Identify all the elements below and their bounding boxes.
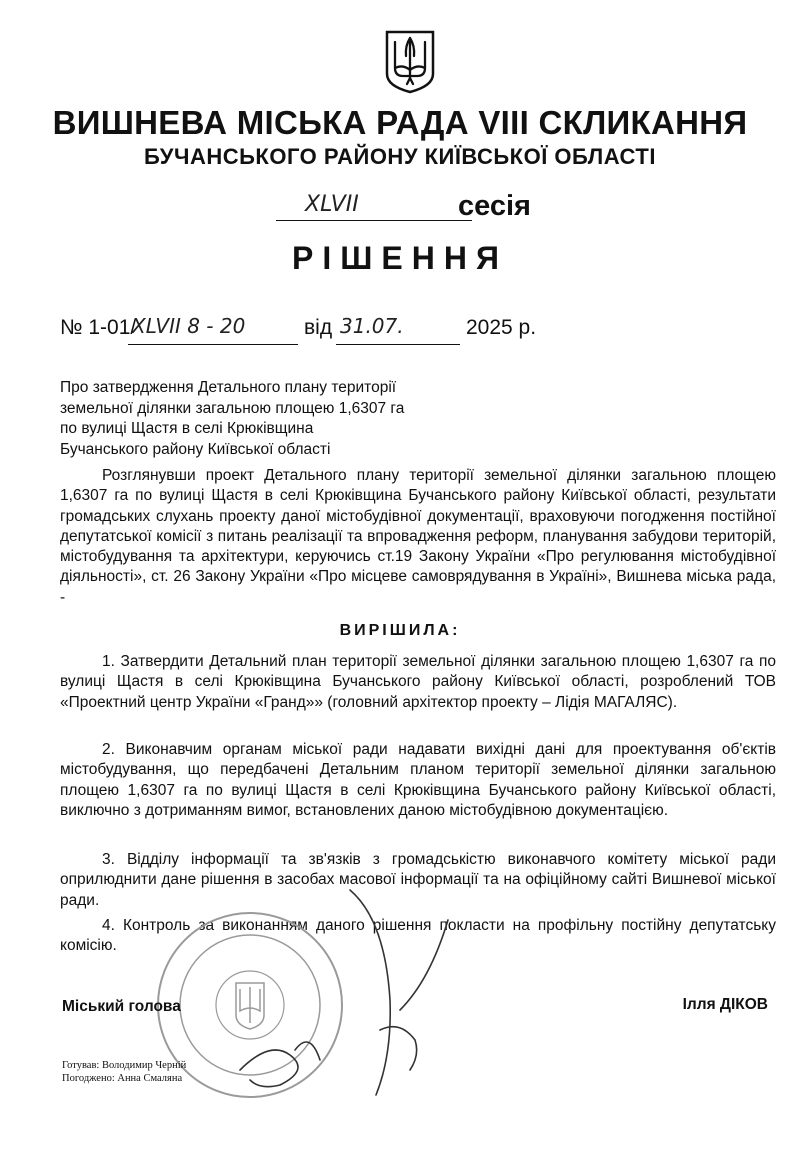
from-label: від (304, 316, 333, 339)
decision-item-1 (60, 652, 776, 713)
subject-line: по вулиці Щастя в селі Крюківщина (60, 420, 314, 437)
subject-block (60, 378, 404, 460)
preamble-text: Розглянувши проект Детального плану території земельної ділянки загальною площею 1,6307 га по вулиці Щастя в селі Крюківщина Бучанського району Київської області, результати громадських слухань проекту даної містобудівної документації, враховуючи погодження постійної депутатської комісії з питань реалізації та впровадження реформ, планування забудови територій, містобудування та архітектури, керуючись ст.19 Закону України «Про регулювання містобудівної діяльності», ст. 26 Закону України «Про місцеве самоврядування в Україні», Вишнева міська рада, - (60, 467, 776, 606)
agreed-by: Погоджено: Анна Смаляна (62, 1073, 183, 1084)
item-text: 3. Відділу інформації та зв'язків з громадськістю виконавчого комітету міської ради оприлюднити дане рішення в засобах масової інформації та на офіційному сайті Вишневої міської ради. (60, 851, 776, 909)
subject-line: Бучанського району Київської області (60, 440, 331, 458)
council-title: ВИШНЕВА МІСЬКА РАДА VIII СКЛИКАННЯ (52, 104, 748, 141)
item-text: 2. Виконавчим органам міської ради надавати вихідні дані для проектування об'єктів містобудування, що передбачені Детальним планом території земельної ділянки загальною площею 1,6307 га по вулиці Щастя в селі Крюківщина Бучанського району Київської області, виключно з дотриманням вимог, встановлених даною містобудівною документацією. (60, 741, 776, 819)
decision-item-2 (60, 740, 776, 821)
item-text: 1. Затвердити Детальний план території земельної ділянки загальною площею 1,6307 га по вулиці Щастя в селі Крюківщина Бучанського району Київської області, розроблений ТОВ «Проектний центр України «Гранд»» (головний архітектор проекту – Лідія МАГАЛЯС). (60, 653, 776, 711)
year-label: 2025 р. (466, 316, 537, 339)
session-label: сесія (458, 190, 531, 222)
subject-line: Про затвердження Детального плану території (60, 379, 397, 396)
preamble (60, 466, 776, 608)
number-prefix: № 1-01/ (60, 316, 137, 339)
district-title: БУЧАНСЬКОГО РАЙОНУ КИЇВСЬКОЇ ОБЛАСТІ (144, 144, 656, 169)
document-type-heading: РІШЕННЯ (292, 240, 508, 276)
item-text: 4. Контроль за виконанням даного рішення покласти на профільну постійну депутатську комісію. (60, 917, 776, 955)
handwritten-date: 31.07. (340, 314, 404, 338)
subject-line: земельної ділянки загальною площею 1,6307 га (60, 399, 405, 417)
handwritten-signature-icon (200, 880, 460, 1110)
trident-emblem-icon (383, 28, 437, 94)
handwritten-number: XLVII 8 - 20 (132, 314, 246, 338)
session-number: XLVII (305, 192, 359, 217)
mayor-name: Ілля ДІКОВ (682, 996, 768, 1013)
mayor-position: Міський голова (62, 998, 181, 1015)
resolved-heading: ВИРІШИЛА: (339, 622, 461, 639)
prepared-by: Готував: Володимир Черній (62, 1060, 187, 1071)
